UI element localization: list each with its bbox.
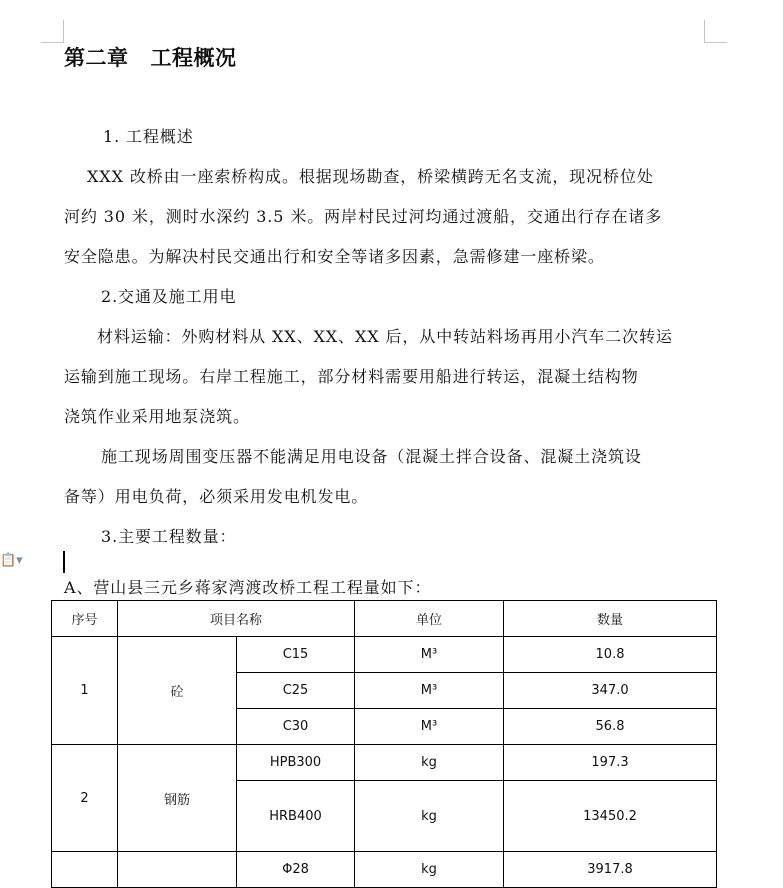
row-index: 2 [52, 745, 118, 852]
header-name: 项目名称 [118, 601, 355, 637]
item-unit: kg [355, 781, 504, 852]
header-qty: 数量 [504, 601, 717, 637]
body-line: 安全隐患。为解决村民交通出行和安全等诸多因素，急需修建一座桥梁。 [64, 247, 605, 266]
body-line: 浇筑作业采用地泵浇筑。 [64, 407, 250, 426]
body-line: XXX 改桥由一座索桥构成。根据现场勘查，桥梁横跨无名支流，现况桥位处 [87, 167, 654, 186]
row-index: 1 [52, 637, 118, 745]
section1-heading: 1. 工程概述 [103, 127, 194, 146]
row-index [52, 852, 118, 888]
body-line: 施工现场周围变压器不能满足用电设备（混凝土拌合设备、混凝土浇筑设 [101, 447, 642, 466]
crop-mark-top-right [704, 20, 727, 43]
item-spec: C30 [237, 709, 355, 745]
table-caption: A、营山县三元乡蒋家湾渡改桥工程工程量如下： [64, 578, 432, 597]
section3-heading: 3.主要工程数量： [101, 527, 237, 546]
item-qty: 10.8 [504, 637, 717, 673]
item-unit: M³ [355, 709, 504, 745]
item-spec: C15 [237, 637, 355, 673]
item-qty: 56.8 [504, 709, 717, 745]
item-spec: Φ28 [237, 852, 355, 888]
item-qty: 13450.2 [504, 781, 717, 852]
item-qty: 347.0 [504, 673, 717, 709]
item-qty: 197.3 [504, 745, 717, 781]
body-line: 备等）用电负荷，必须采用发电机发电。 [64, 487, 369, 506]
item-name [118, 852, 237, 888]
body-line: 河约 30 米，测时水深约 3.5 米。两岸村民过河均通过渡船，交通出行存在诸多 [64, 207, 663, 226]
body-line: 材料运输：外购材料从 XX、XX、XX 后，从中转站料场再用小汽车二次转运 [97, 327, 673, 346]
table-header-row [52, 601, 717, 637]
table-row-partial [52, 852, 717, 888]
item-unit: M³ [355, 673, 504, 709]
item-unit: M³ [355, 637, 504, 673]
header-unit: 单位 [355, 601, 504, 637]
chapter-title: 第二章 工程概况 [64, 46, 237, 70]
item-spec: HPB300 [237, 745, 355, 781]
paste-options-icon[interactable]: 📋▾ [0, 553, 23, 568]
header-index: 序号 [52, 601, 118, 637]
item-qty: 3917.8 [504, 852, 717, 888]
body-line: 运输到施工现场。右岸工程施工，部分材料需要用船进行转运，混凝土结构物 [64, 367, 639, 386]
item-name: 钢筋 [118, 745, 237, 852]
item-name: 砼 [118, 637, 237, 745]
item-spec: HRB400 [237, 781, 355, 852]
table-row [52, 745, 717, 781]
table-row [52, 637, 717, 673]
section2-heading: 2.交通及施工用电 [101, 287, 237, 306]
text-cursor [63, 551, 65, 573]
item-unit: kg [355, 852, 504, 888]
quantity-table [51, 600, 717, 888]
crop-mark-top-left [41, 20, 64, 43]
item-spec: C25 [237, 673, 355, 709]
item-unit: kg [355, 745, 504, 781]
